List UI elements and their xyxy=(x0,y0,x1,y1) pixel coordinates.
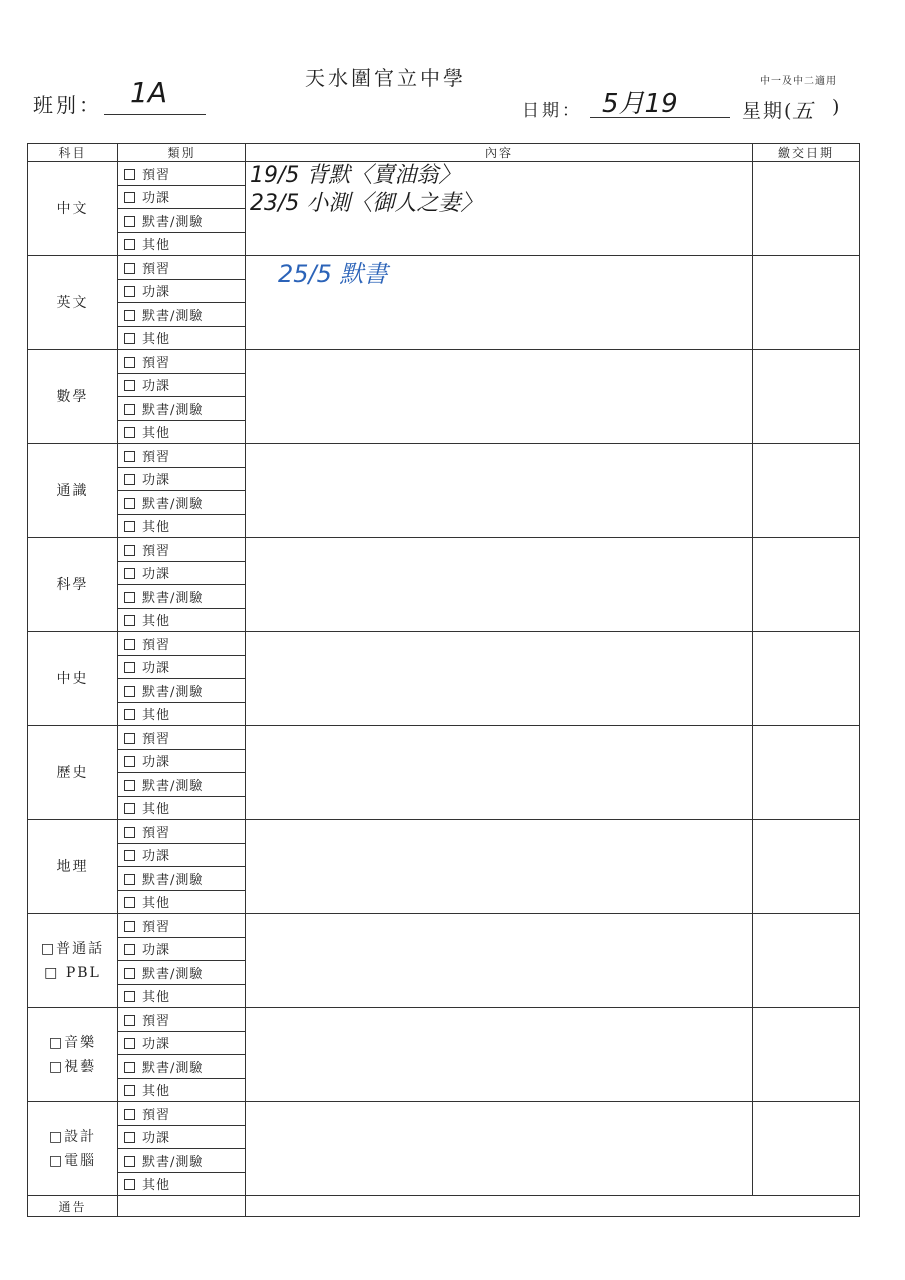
subject-row xyxy=(28,914,860,938)
content-cell[interactable] xyxy=(246,726,753,820)
checkbox[interactable] xyxy=(124,521,135,532)
handwritten-note: 23/5 小測〈御人之妻〉 xyxy=(250,191,483,216)
category-label: 默書/測驗 xyxy=(142,214,204,230)
header-subject: 科目 xyxy=(28,144,118,162)
category-label: 預習 xyxy=(142,1107,171,1123)
category-cell[interactable] xyxy=(118,209,246,233)
category-cell[interactable] xyxy=(118,1031,246,1055)
checkbox[interactable] xyxy=(124,169,135,180)
weekday-label: 星期( xyxy=(742,100,794,122)
category-cell[interactable] xyxy=(118,867,246,891)
checkbox[interactable] xyxy=(124,827,135,838)
category-label: 功課 xyxy=(142,567,171,583)
checkbox[interactable] xyxy=(124,1179,135,1190)
due-date-cell[interactable] xyxy=(753,1008,860,1102)
category-cell[interactable] xyxy=(118,843,246,867)
category-cell[interactable] xyxy=(118,890,246,914)
checkbox[interactable] xyxy=(124,357,135,368)
category-cell[interactable] xyxy=(118,303,246,327)
category-label: 其他 xyxy=(142,614,171,630)
checkbox[interactable] xyxy=(124,968,135,979)
category-cell[interactable] xyxy=(118,1055,246,1079)
subject-name xyxy=(28,444,118,538)
category-cell[interactable] xyxy=(118,937,246,961)
category-label: 預習 xyxy=(142,731,171,747)
due-date-cell[interactable] xyxy=(753,256,860,350)
category-label: 其他 xyxy=(142,990,171,1006)
category-label: 功課 xyxy=(142,285,171,301)
category-cell[interactable] xyxy=(118,256,246,280)
category-label: 其他 xyxy=(142,896,171,912)
category-label: 默書/測驗 xyxy=(142,1060,204,1076)
checkbox[interactable] xyxy=(124,874,135,885)
content-cell[interactable] xyxy=(246,1008,753,1102)
category-label: 預習 xyxy=(142,261,171,277)
category-label: 預習 xyxy=(142,167,171,183)
subject-name xyxy=(28,162,118,256)
subject-name xyxy=(28,820,118,914)
subject-name-line: 數學 xyxy=(56,388,89,405)
category-cell[interactable] xyxy=(118,632,246,656)
subject-name xyxy=(28,256,118,350)
notice-content[interactable] xyxy=(246,1196,860,1217)
subject-row xyxy=(28,1102,860,1126)
checkbox[interactable] xyxy=(124,639,135,650)
content-cell[interactable] xyxy=(246,820,753,914)
category-label: 默書/測驗 xyxy=(142,402,204,418)
category-label: 功課 xyxy=(142,661,171,677)
content-cell[interactable] xyxy=(246,1102,753,1196)
category-cell[interactable] xyxy=(118,773,246,797)
due-date-cell[interactable] xyxy=(753,444,860,538)
checkbox[interactable] xyxy=(124,404,135,415)
school-name: 天水圍官立中學 xyxy=(305,66,466,90)
checkbox[interactable] xyxy=(124,592,135,603)
category-label: 默書/測驗 xyxy=(142,778,204,794)
checkbox[interactable] xyxy=(124,568,135,579)
category-cell[interactable] xyxy=(118,491,246,515)
subject-name-line: □ PBL xyxy=(44,964,101,981)
due-date-cell[interactable] xyxy=(753,1102,860,1196)
header-content: 內容 xyxy=(246,144,753,162)
subject-name-line: 地理 xyxy=(56,858,89,875)
category-cell[interactable] xyxy=(118,655,246,679)
category-label: 默書/測驗 xyxy=(142,684,204,700)
due-date-cell[interactable] xyxy=(753,162,860,256)
handwritten-note: 19/5 背默〈賣油翁〉 xyxy=(250,163,461,188)
handwritten-note: 25/5 默書 xyxy=(278,260,388,288)
checkbox[interactable] xyxy=(124,780,135,791)
category-label: 預習 xyxy=(142,637,171,653)
category-cell[interactable] xyxy=(118,1078,246,1102)
category-label: 其他 xyxy=(142,238,171,254)
checkbox[interactable] xyxy=(124,216,135,227)
checkbox[interactable] xyxy=(124,451,135,462)
due-date-cell[interactable] xyxy=(753,632,860,726)
table-header-row xyxy=(28,144,860,162)
checkbox[interactable] xyxy=(124,897,135,908)
due-date-cell[interactable] xyxy=(753,726,860,820)
due-date-cell[interactable] xyxy=(753,914,860,1008)
category-cell[interactable] xyxy=(118,984,246,1008)
subject-name-line: □電腦 xyxy=(48,1152,97,1169)
date-label: 日期： xyxy=(522,101,582,121)
due-date-cell[interactable] xyxy=(753,350,860,444)
category-label: 預習 xyxy=(142,825,171,841)
subject-row xyxy=(28,820,860,844)
content-cell[interactable] xyxy=(246,162,753,256)
category-cell[interactable] xyxy=(118,373,246,397)
subject-name xyxy=(28,632,118,726)
weekday-value[interactable]: 五 xyxy=(792,99,813,123)
subject-row xyxy=(28,632,860,656)
checkbox[interactable] xyxy=(124,1156,135,1167)
checkbox[interactable] xyxy=(124,545,135,556)
category-cell[interactable] xyxy=(118,1149,246,1173)
category-cell[interactable] xyxy=(118,749,246,773)
category-cell[interactable] xyxy=(118,585,246,609)
category-label: 預習 xyxy=(142,919,171,935)
category-cell[interactable] xyxy=(118,185,246,209)
checkbox[interactable] xyxy=(124,427,135,438)
category-label: 默書/測驗 xyxy=(142,308,204,324)
checkbox[interactable] xyxy=(124,474,135,485)
category-cell[interactable] xyxy=(118,420,246,444)
category-cell[interactable] xyxy=(118,350,246,374)
category-cell[interactable] xyxy=(118,561,246,585)
subject-row xyxy=(28,1008,860,1032)
subject-name-line: 中文 xyxy=(56,200,89,217)
checkbox[interactable] xyxy=(124,1062,135,1073)
checkbox[interactable] xyxy=(124,263,135,274)
category-cell[interactable] xyxy=(118,914,246,938)
notice-label: 通告 xyxy=(28,1196,118,1217)
content-cell[interactable] xyxy=(246,350,753,444)
class-label: 班別： xyxy=(33,93,102,117)
checkbox[interactable] xyxy=(124,286,135,297)
category-cell[interactable] xyxy=(118,397,246,421)
subject-row xyxy=(28,444,860,468)
checkbox[interactable] xyxy=(124,333,135,344)
content-cell[interactable] xyxy=(246,256,753,350)
checkbox[interactable] xyxy=(124,850,135,861)
subject-row xyxy=(28,726,860,750)
category-label: 預習 xyxy=(142,543,171,559)
subject-row xyxy=(28,538,860,562)
category-cell[interactable] xyxy=(118,279,246,303)
content-cell[interactable] xyxy=(246,444,753,538)
checkbox[interactable] xyxy=(124,1132,135,1143)
subject-name xyxy=(28,1102,118,1196)
subject-name-line: 歷史 xyxy=(56,764,89,781)
subject-name-line: □視藝 xyxy=(48,1058,97,1075)
checkbox[interactable] xyxy=(124,662,135,673)
category-label: 預習 xyxy=(142,1013,171,1029)
category-cell[interactable] xyxy=(118,796,246,820)
category-label: 功課 xyxy=(142,1131,171,1147)
class-underline xyxy=(104,114,206,115)
category-label: 其他 xyxy=(142,426,171,442)
notice-row xyxy=(28,1196,860,1217)
subject-name xyxy=(28,350,118,444)
category-label: 默書/測驗 xyxy=(142,590,204,606)
category-label: 功課 xyxy=(142,849,171,865)
category-label: 其他 xyxy=(142,332,171,348)
checkbox[interactable] xyxy=(124,733,135,744)
subject-row xyxy=(28,162,860,186)
category-label: 功課 xyxy=(142,755,171,771)
due-date-cell[interactable] xyxy=(753,820,860,914)
checkbox[interactable] xyxy=(124,310,135,321)
category-cell[interactable] xyxy=(118,726,246,750)
subject-row xyxy=(28,256,860,280)
category-label: 默書/測驗 xyxy=(142,966,204,982)
category-label: 默書/測驗 xyxy=(142,1154,204,1170)
header-category: 類別 xyxy=(118,144,246,162)
category-cell[interactable] xyxy=(118,679,246,703)
subject-name xyxy=(28,538,118,632)
category-label: 其他 xyxy=(142,1084,171,1100)
class-value[interactable]: 1A xyxy=(130,76,167,109)
category-label: 功課 xyxy=(142,379,171,395)
category-label: 功課 xyxy=(142,473,171,489)
category-label: 默書/測驗 xyxy=(142,496,204,512)
checkbox[interactable] xyxy=(124,1085,135,1096)
due-date-cell[interactable] xyxy=(753,538,860,632)
subject-name xyxy=(28,1008,118,1102)
checkbox[interactable] xyxy=(124,239,135,250)
category-label: 其他 xyxy=(142,520,171,536)
category-cell[interactable] xyxy=(118,702,246,726)
checkbox[interactable] xyxy=(124,944,135,955)
checkbox[interactable] xyxy=(124,380,135,391)
category-cell[interactable] xyxy=(118,444,246,468)
category-cell[interactable] xyxy=(118,1008,246,1032)
checkbox[interactable] xyxy=(124,991,135,1002)
checkbox[interactable] xyxy=(124,498,135,509)
category-label: 默書/測驗 xyxy=(142,872,204,888)
notice-cell-category[interactable] xyxy=(118,1196,246,1217)
checkbox[interactable] xyxy=(124,1015,135,1026)
checkbox[interactable] xyxy=(124,1109,135,1120)
category-cell[interactable] xyxy=(118,326,246,350)
header-due-date: 繳交日期 xyxy=(753,144,860,162)
subject-name-line: 英文 xyxy=(56,294,89,311)
category-label: 預習 xyxy=(142,355,171,371)
checkbox[interactable] xyxy=(124,709,135,720)
subject-name-line: 通識 xyxy=(56,482,89,499)
subject-name xyxy=(28,914,118,1008)
category-cell[interactable] xyxy=(118,1102,246,1126)
category-label: 其他 xyxy=(142,708,171,724)
category-label: 功課 xyxy=(142,1037,171,1053)
category-cell[interactable] xyxy=(118,961,246,985)
category-cell[interactable] xyxy=(118,467,246,491)
applicability-note: 中一及中二適用 xyxy=(760,76,837,87)
subject-name-line: 中史 xyxy=(56,670,89,687)
subject-row xyxy=(28,350,860,374)
subject-name-line: □設計 xyxy=(48,1128,97,1145)
category-label: 其他 xyxy=(142,802,171,818)
weekday-close-paren: ) xyxy=(832,96,840,118)
checkbox[interactable] xyxy=(124,1038,135,1049)
category-cell[interactable] xyxy=(118,162,246,186)
checkbox[interactable] xyxy=(124,921,135,932)
category-cell[interactable] xyxy=(118,1125,246,1149)
category-label: 功課 xyxy=(142,191,171,207)
category-label: 功課 xyxy=(142,943,171,959)
checkbox[interactable] xyxy=(124,192,135,203)
subject-name-line: □音樂 xyxy=(48,1034,97,1051)
content-cell[interactable] xyxy=(246,632,753,726)
subject-name-line: □普通話 xyxy=(40,940,105,957)
checkbox[interactable] xyxy=(124,686,135,697)
category-cell[interactable] xyxy=(118,538,246,562)
checkbox[interactable] xyxy=(124,756,135,767)
category-cell[interactable] xyxy=(118,608,246,632)
content-cell[interactable] xyxy=(246,914,753,1008)
category-cell[interactable] xyxy=(118,514,246,538)
checkbox[interactable] xyxy=(124,803,135,814)
category-cell[interactable] xyxy=(118,1172,246,1196)
category-cell[interactable] xyxy=(118,232,246,256)
category-cell[interactable] xyxy=(118,820,246,844)
checkbox[interactable] xyxy=(124,615,135,626)
date-value[interactable]: 5月19 xyxy=(602,89,678,119)
category-label: 預習 xyxy=(142,449,171,465)
subject-name-line: 科學 xyxy=(56,576,89,593)
category-label: 其他 xyxy=(142,1178,171,1194)
content-cell[interactable] xyxy=(246,538,753,632)
subject-name xyxy=(28,726,118,820)
homework-table xyxy=(27,143,860,1217)
